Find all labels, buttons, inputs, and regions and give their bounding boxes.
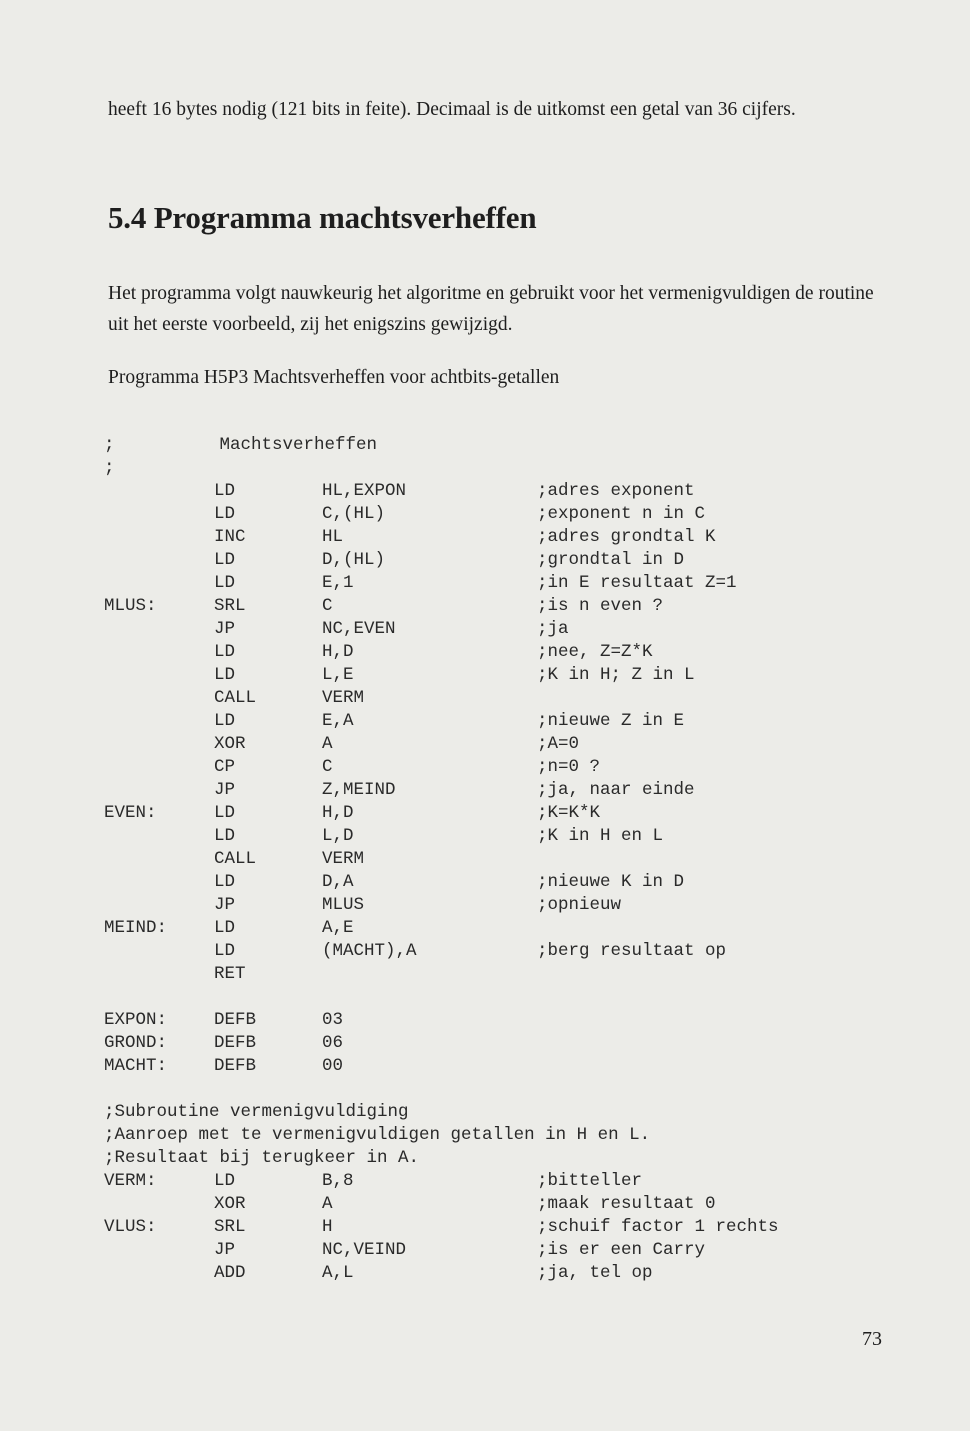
code-comment-line: ;Subroutine vermenigvuldiging — [104, 1102, 409, 1122]
intro-text: heeft 16 bytes nodig (121 bits in feite). Decimaal is de uitkomst een getal van 36 cijfers. — [108, 99, 796, 120]
code-operand: H,D — [322, 803, 354, 823]
code-opcode: DEFB — [214, 1033, 257, 1053]
code-opcode: LD — [214, 872, 236, 892]
code-opcode: LD — [214, 665, 236, 685]
code-opcode: LD — [214, 1171, 236, 1191]
code-opcode: JP — [214, 619, 236, 639]
code-label: MEIND: — [104, 918, 168, 938]
code-opcode: JP — [214, 895, 236, 915]
code-operand: A,E — [322, 918, 354, 938]
code-opcode: SRL — [214, 1217, 246, 1237]
code-opcode: LD — [214, 504, 236, 524]
page-number: 73 — [862, 1328, 882, 1350]
code-comment-line: ;Resultaat bij terugkeer in A. — [104, 1148, 420, 1168]
code-operand: HL — [322, 527, 344, 547]
code-comment: ;in E resultaat Z=1 — [537, 573, 737, 593]
code-comment: ;adres exponent — [537, 481, 695, 501]
code-label: EXPON: — [104, 1010, 168, 1030]
code-operand: NC,VEIND — [322, 1240, 407, 1260]
code-comment: ;maak resultaat 0 — [537, 1194, 716, 1214]
code-comment-line: ; Machtsverheffen — [104, 435, 378, 455]
code-comment: ;berg resultaat op — [537, 941, 727, 961]
code-comment: ;adres grondtal K — [537, 527, 716, 547]
code-operand: C,(HL) — [322, 504, 386, 524]
code-label: EVEN: — [104, 803, 157, 823]
code-operand: (MACHT),A — [322, 941, 417, 961]
code-comment: ;A=0 — [537, 734, 580, 754]
code-opcode: RET — [214, 964, 246, 984]
code-opcode: LD — [214, 573, 236, 593]
code-opcode: LD — [214, 481, 236, 501]
code-comment: ;n=0 ? — [537, 757, 601, 777]
code-operand: A — [322, 1194, 333, 1214]
section-title: 5.4 Programma machtsverheffen — [108, 200, 537, 235]
code-comment: ;is er een Carry — [537, 1240, 706, 1260]
code-label: MACHT: — [104, 1056, 168, 1076]
code-opcode: LD — [214, 550, 236, 570]
code-operand: NC,EVEN — [322, 619, 396, 639]
code-opcode: CP — [214, 757, 236, 777]
code-operand: HL,EXPON — [322, 481, 407, 501]
code-operand: L,D — [322, 826, 354, 846]
code-operand: 03 — [322, 1010, 344, 1030]
code-comment: ;opnieuw — [537, 895, 622, 915]
code-comment: ;K in H en L — [537, 826, 664, 846]
code-operand: VERM — [322, 688, 365, 708]
code-comment: ;nieuwe Z in E — [537, 711, 685, 731]
code-opcode: XOR — [214, 1194, 246, 1214]
code-operand: E,1 — [322, 573, 354, 593]
code-comment: ;ja, tel op — [537, 1263, 653, 1283]
code-label: MLUS: — [104, 596, 157, 616]
code-operand: A — [322, 734, 333, 754]
code-opcode: SRL — [214, 596, 246, 616]
code-opcode: LD — [214, 803, 236, 823]
code-operand: L,E — [322, 665, 354, 685]
code-opcode: LD — [214, 918, 236, 938]
code-opcode: CALL — [214, 688, 257, 708]
code-comment: ;ja — [537, 619, 569, 639]
code-operand: C — [322, 596, 333, 616]
code-operand: Z,MEIND — [322, 780, 396, 800]
code-opcode: INC — [214, 527, 246, 547]
code-opcode: LD — [214, 642, 236, 662]
code-opcode: LD — [214, 711, 236, 731]
code-comment: ;ja, naar einde — [537, 780, 695, 800]
code-comment: ;schuif factor 1 rechts — [537, 1217, 779, 1237]
code-operand: C — [322, 757, 333, 777]
code-operand: MLUS — [322, 895, 365, 915]
code-operand: VERM — [322, 849, 365, 869]
code-opcode: DEFB — [214, 1056, 257, 1076]
code-opcode: CALL — [214, 849, 257, 869]
code-operand: D,A — [322, 872, 354, 892]
code-operand: H — [322, 1217, 333, 1237]
code-comment: ;nieuwe K in D — [537, 872, 685, 892]
code-comment: ;bitteller — [537, 1171, 643, 1191]
code-comment-line: ; — [104, 458, 115, 478]
code-operand: 06 — [322, 1033, 344, 1053]
code-comment: ;grondtal in D — [537, 550, 685, 570]
code-label: VLUS: — [104, 1217, 157, 1237]
listing-caption: Programma H5P3 Machtsverheffen voor achtbits-getallen — [108, 367, 560, 388]
code-opcode: JP — [214, 780, 236, 800]
code-opcode: LD — [214, 941, 236, 961]
code-operand: H,D — [322, 642, 354, 662]
code-label: GROND: — [104, 1033, 168, 1053]
code-opcode: LD — [214, 826, 236, 846]
body-paragraph: Het programma volgt nauwkeurig het algoritme en gebruikt voor het vermenigvuldigen de routine uit het eerste voorbeeld, zij het enigszins gewijzigd. — [108, 283, 874, 335]
code-comment: ;nee, Z=Z*K — [537, 642, 653, 662]
code-label: VERM: — [104, 1171, 157, 1191]
code-operand: 00 — [322, 1056, 344, 1076]
code-operand: D,(HL) — [322, 550, 386, 570]
code-operand: E,A — [322, 711, 354, 731]
code-opcode: ADD — [214, 1263, 246, 1283]
code-comment: ;exponent n in C — [537, 504, 706, 524]
code-comment: ;K in H; Z in L — [537, 665, 695, 685]
code-comment-line: ;Aanroep met te vermenigvuldigen getallen in H en L. — [104, 1125, 651, 1145]
code-comment: ;K=K*K — [537, 803, 601, 823]
code-opcode: XOR — [214, 734, 246, 754]
code-operand: B,8 — [322, 1171, 354, 1191]
code-opcode: JP — [214, 1240, 236, 1260]
code-operand: A,L — [322, 1263, 354, 1283]
code-comment: ;is n even ? — [537, 596, 664, 616]
code-opcode: DEFB — [214, 1010, 257, 1030]
